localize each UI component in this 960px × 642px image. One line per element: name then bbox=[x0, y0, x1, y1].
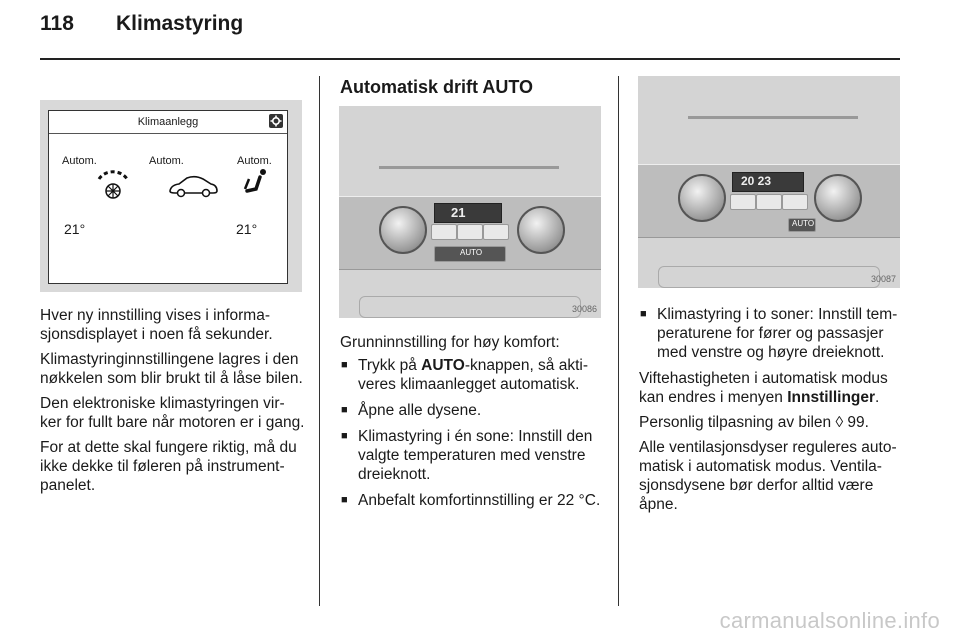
header-rule bbox=[40, 58, 900, 60]
temperature-lcd bbox=[732, 172, 804, 192]
watermark: carmanualsonline.info bbox=[719, 608, 940, 633]
paragraph: For at dette skal fungere riktig, må du ikke dekke til føleren på instrument- panelet. bbox=[40, 439, 297, 494]
paragraph: Grunninnstilling for høy komfort: bbox=[340, 334, 560, 351]
left-temperature-knob bbox=[379, 206, 427, 254]
temp-right: 21° bbox=[236, 221, 258, 237]
zone-label-right: Autom. bbox=[237, 155, 272, 167]
climate-panel-figure-dual bbox=[638, 76, 900, 288]
car-icon bbox=[167, 173, 219, 204]
paragraph: Viftehastigheten i automatisk modus kan endres i menyen Innstillinger. bbox=[639, 370, 888, 406]
column-divider-right bbox=[618, 76, 619, 606]
right-knob bbox=[517, 206, 565, 254]
paragraph: Den elektroniske klimastyringen vir- ker for fullt bare når motoren er i gang. bbox=[40, 395, 305, 431]
right-temperature-knob bbox=[814, 174, 862, 222]
panel-button bbox=[483, 224, 509, 240]
zone-label-left: Autom. bbox=[62, 155, 97, 167]
middle-column bbox=[340, 333, 608, 517]
auto-button-label: AUTO bbox=[792, 219, 815, 228]
list-item: ■ Åpne alle dysene. bbox=[340, 401, 608, 420]
page-number: 118 bbox=[40, 12, 74, 35]
list-item: ■ Trykk på AUTO-knappen, så akti- veres klimaanlegget automatisk. bbox=[340, 356, 608, 394]
bullet-list bbox=[340, 356, 608, 510]
paragraph: Alle ventilasjonsdyser reguleres auto- matisk i automatisk modus. Ventila- sjonsdysene bør derfor alltid være åpne. bbox=[639, 439, 897, 513]
left-column bbox=[40, 306, 308, 501]
panel-button bbox=[730, 194, 756, 210]
paragraph: Personlig tilpasning av bilen ◊ 99. bbox=[639, 414, 869, 431]
list-item: ■ Klimastyring i én sone: Innstill den valgte temperaturen med venstre dreieknott. bbox=[340, 427, 608, 484]
panel-button bbox=[457, 224, 483, 240]
paragraph: Hver ny innstilling vises i informa- sjonsdisplayet i noen få sekunder. bbox=[40, 307, 273, 343]
temperature-lcd bbox=[434, 203, 502, 223]
page-title: Klimastyring bbox=[116, 12, 244, 35]
display-figure bbox=[40, 100, 302, 292]
climate-panel-figure-single bbox=[339, 106, 601, 318]
info-display bbox=[48, 110, 288, 284]
auto-button-label: AUTO bbox=[460, 248, 483, 257]
panel-button bbox=[782, 194, 808, 210]
temp-left: 21° bbox=[64, 221, 86, 237]
settings-icon bbox=[269, 114, 283, 128]
left-temperature-knob bbox=[678, 174, 726, 222]
lcd-readout: 20 23 bbox=[741, 174, 772, 188]
display-divider bbox=[49, 133, 287, 134]
display-title: Klimaanlegg bbox=[137, 116, 199, 128]
zone-label-center: Autom. bbox=[149, 155, 184, 167]
bullet-list bbox=[639, 305, 905, 362]
seat-icon bbox=[239, 167, 273, 206]
figure-code: 30086 bbox=[571, 304, 597, 314]
panel-button bbox=[431, 224, 457, 240]
column-divider-left bbox=[319, 76, 320, 606]
section-title: Automatisk drift AUTO bbox=[340, 77, 534, 97]
fan-icon bbox=[93, 169, 133, 208]
auto-button bbox=[434, 246, 506, 262]
paragraph: Klimastyringinnstillingene lagres i den nøkkelen som blir brukt til å låse bilen. bbox=[40, 351, 303, 387]
right-column bbox=[639, 305, 905, 520]
figure-code: 30087 bbox=[870, 274, 896, 284]
list-item: ■ Klimastyring i to soner: Innstill tem- peraturene for fører og passasjer med venstre og høyre dreieknott. bbox=[639, 305, 905, 362]
list-item: ■ Anbefalt komfortinnstilling er 22 °C. bbox=[340, 491, 608, 510]
auto-button bbox=[788, 218, 816, 232]
panel-button bbox=[756, 194, 782, 210]
lcd-readout: 21 bbox=[451, 205, 466, 220]
